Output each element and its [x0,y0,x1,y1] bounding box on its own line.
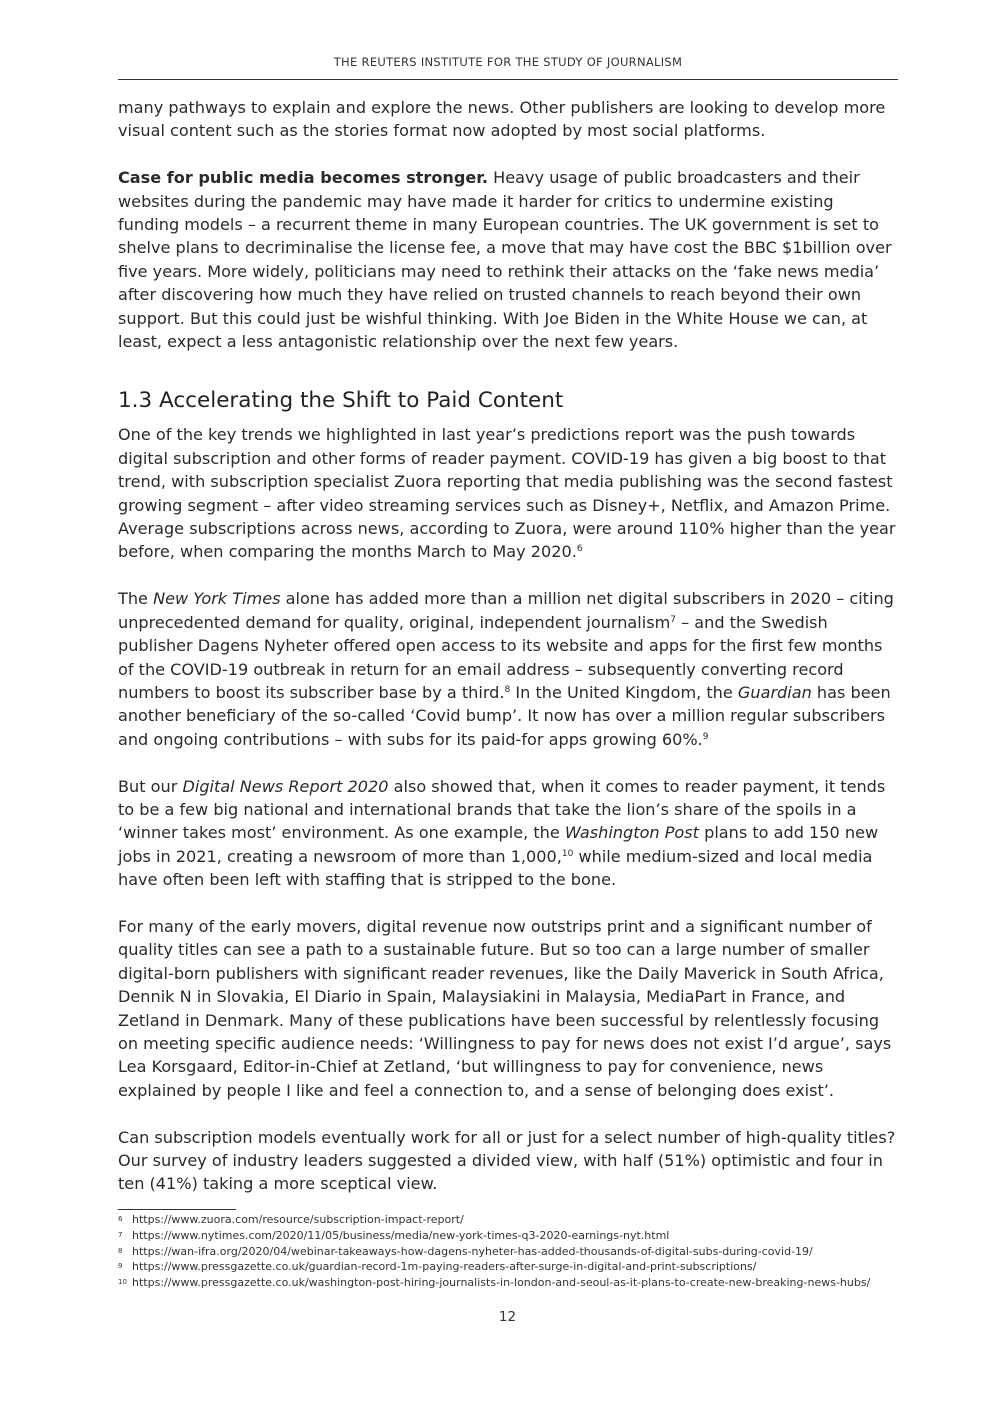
footnote-number: 6 [118,1215,123,1223]
running-header: THE REUTERS INSTITUTE FOR THE STUDY OF JOURNALISM [333,55,683,69]
p2-text-b: alone has added more than a million net digital subscribers in 2020 – citing unprecedented demand for quality, original, independent journalism [118,589,894,632]
paragraph-1 [118,423,898,563]
footnote-item [118,1228,908,1244]
paragraph-4: For many of the early movers, digital revenue now outstrips print and a significant number of quality titles can see a path to a sustainable future. But so too can a large number of smaller digital-born publishers with significant reader revenues, like the Daily Maverick in South Africa, Dennik N in Slovakia, El Diario in Spain, Malaysiakini in Malaysia, MediaPart in France, and Zetland in Denmark. Many of these publications have been successful by relentlessly focusing on meeting specific audience needs: ‘Willingness to pay for news does not exist I’d argue’, says Lea Korsgaard, Editor-in-Chief at Zetland, ‘but willingness to pay for convenience, news explained by people I like and feel a connection to, and a sense of belonging does exist’. [118,916,892,1100]
public-media-paragraph [118,166,898,353]
p2-nyt-title: New York Times [153,589,281,609]
footnote-link[interactable]: https://www.zuora.com/resource/subscription-impact-report/ [132,1213,464,1226]
footnote-divider [118,1209,236,1210]
p2-text-c: – and the Swedish publisher Dagens Nyheter offered open access to its website and apps for the first few months of the COVID-19 outbreak in return for an email address – subsequently converting record numbers to boost its subscriber base by a third. [118,612,883,702]
public-media-text: Heavy usage of public broadcasters and their websites during the pandemic may have made it harder for critics to undermine existing funding models – a recurrent theme in many European countries. The UK government is set to shelve plans to decriminalise the license fee, a move that may have cost the BBC $1billion over five years. More widely, politicians may need to rethink their attacks on the ‘fake news media’ after discovering how much they have relied on trusted channels to reach beyond their own support. But this could just be wishful thinking. With Joe Biden in the White House we can, at least, expect a less antagonistic relationship over the next few years. [118,168,892,352]
intro-paragraph: many pathways to explain and explore the news. Other publishers are looking to develop more visual content such as the stories format now adopted by most social platforms. [118,98,886,141]
footnote-ref-9[interactable]: 9 [702,731,709,742]
footnote-item [118,1244,908,1260]
footnote-number: 8 [118,1246,123,1255]
p2-guardian-title: Guardian [737,682,812,702]
paragraph-3 [118,775,898,892]
footnote-number: 7 [118,1230,123,1239]
footnote-item [118,1259,908,1275]
header-divider [118,79,898,80]
footnote-number: 9 [118,1262,123,1271]
footnote-link[interactable]: https://www.pressgazette.co.uk/guardian-record-1m-paying-readers-after-surge-in-digital-and-print-subscriptions/ [132,1260,757,1274]
footnote-item [118,1212,908,1228]
page-number: 12 [498,1309,517,1325]
p3-text-a: But our [118,776,183,796]
p1-text: One of the key trends we highlighted in last year’s predictions report was the push towards digital subscription and other forms of reader payment. COVID-19 has given a big boost to that trend, with subscription specialist Zuora reporting that media publishing was the second fastest growing segment – after video streaming services such as Disney+, Netflix, and Amazon Prime. Average subscriptions across news, according to Zuora, were around 110% higher than the year before, when comparing the months March to May 2020. [118,425,896,562]
p3-text-b: also showed that, when it comes to reader payment, it tends to be a few big national and international brands that take the lion’s share of the spoils in a ‘winner takes most’ environment. As one example, the [118,776,886,843]
section-heading: 1.3 Accelerating the Shift to Paid Content [118,388,564,414]
p2-text-d: In the United Kingdom, the [510,682,738,702]
footnote-ref-8[interactable]: 8 [504,684,511,695]
public-media-lead: Case for public media becomes stronger. [118,168,489,188]
p2-text-e: has been another beneficiary of the so-called ‘Covid bump’. It now has over a million regular subscribers and ongoing contributions – with subs for its paid-for apps growing 60%. [118,682,891,749]
paragraph-5: Can subscription models eventually work for all or just for a select number of high-quality titles? Our survey of industry leaders suggested a divided view, with half (51%) optimistic and four in ten (41%) taking a more sceptical view. [118,1127,896,1194]
paragraph-2 [118,587,898,751]
footnote-item [118,1275,908,1291]
footnote-ref-6[interactable]: 6 [576,544,583,555]
footnote-ref-7[interactable]: 7 [670,614,676,625]
p3-text-c: plans to add 150 new jobs in 2021, creating a newsroom of more than 1,000, [118,823,879,866]
footnotes [118,1212,908,1291]
p2-text-a: The [118,589,154,609]
p3-report-title: Digital News Report 2020 [182,776,389,796]
footnote-number: 10 [118,1278,127,1287]
footnote-link[interactable]: https://www.pressgazette.co.uk/washington-post-hiring-journalists-in-london-and-seoul-as-it-plans-to-create-new-breaking-news-hubs/ [132,1276,871,1290]
p3-text-d: while medium-sized and local media have often been left with staffing that is stripped to the bone. [118,846,873,890]
footnote-link[interactable]: https://www.nytimes.com/2020/11/05/business/media/new-york-times-q3-2020-earnings-nyt.html [132,1228,670,1242]
p3-wapo-title: Washington Post [564,823,699,843]
footnote-ref-10[interactable]: 10 [561,848,574,859]
page-body [118,96,898,1196]
footnote-link[interactable]: https://wan-ifra.org/2020/04/webinar-takeaways-how-dagens-nyheter-has-added-thousands-of-digital-subs-during-covid-19/ [132,1244,813,1258]
